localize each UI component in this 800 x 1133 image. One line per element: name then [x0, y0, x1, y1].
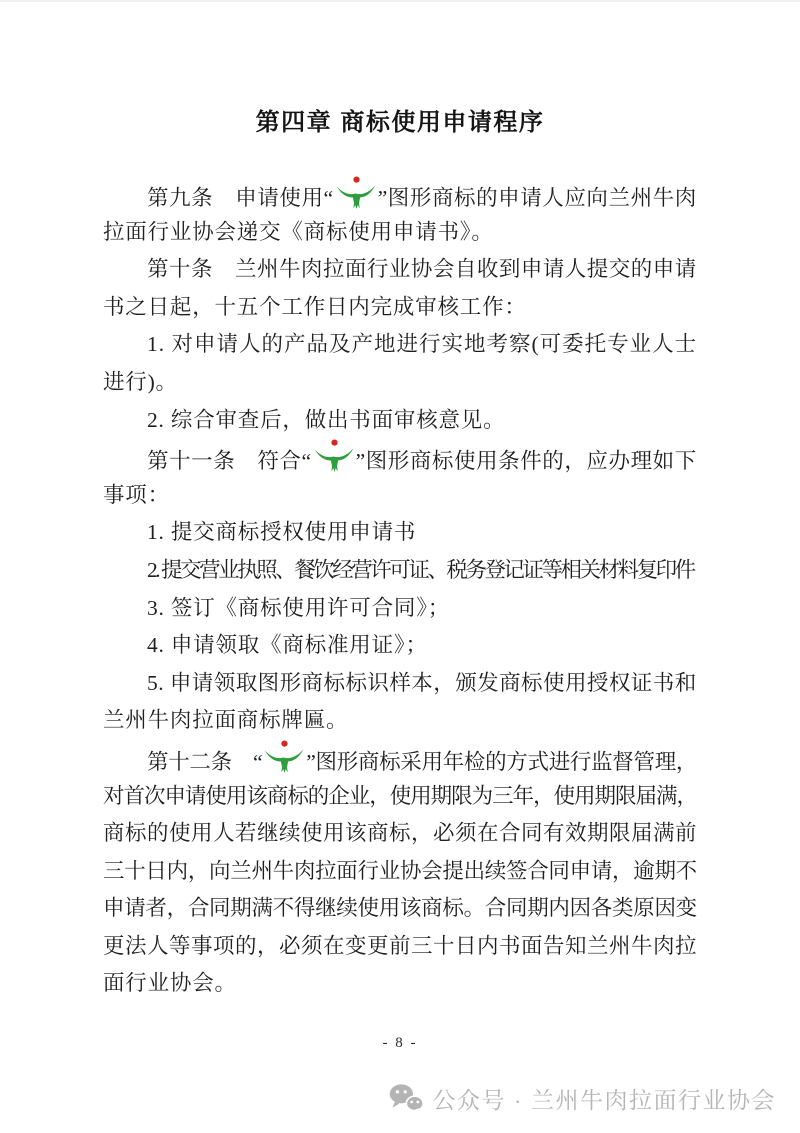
text-line: 第十条 兰州牛肉拉面行业协会自收到申请人提交的申请: [147, 257, 697, 282]
text-line: 面行业协会。: [103, 971, 237, 996]
paragraph: [103, 326, 697, 401]
text-line: 第十一条 符合“ ”图形商标使用条件的，应办理如下: [103, 439, 697, 477]
watermark: [389, 1081, 776, 1115]
paragraph: [103, 514, 697, 552]
chapter-title: 第四章 商标使用申请程序: [255, 109, 545, 136]
paragraph: [103, 665, 697, 740]
logo-head: [282, 740, 288, 746]
trademark-logo-icon: [314, 439, 354, 472]
paragraph: [103, 590, 697, 628]
paragraph: [103, 627, 697, 665]
logo-wings: [265, 749, 304, 761]
text-line: 2. 综合审查后，做出书面审核意见。: [147, 407, 506, 432]
text-line: 对首次申请使用该商标的企业，使用期限为三年，使用期限届满，: [103, 783, 697, 808]
logo-head: [331, 440, 337, 446]
logo-body: [352, 194, 361, 209]
paragraph: [103, 740, 697, 1003]
text-line: 事项：: [103, 482, 170, 507]
trademark-logo-icon: [264, 740, 304, 773]
logo-head: [353, 177, 359, 183]
text-line: 1. 对申请人的产品及产地进行实地考察(可委托专业人士: [147, 332, 698, 357]
text-line: 2. 提交营业执照、餐饮经营许可证、税务登记证等相关材料复印件: [147, 557, 694, 582]
text-line: 兰州牛肉拉面商标牌匾。: [103, 708, 349, 733]
paragraph: [103, 176, 697, 251]
text-line: 商标的使用人若继续使用该商标，必须在合同有效期限届满前: [103, 821, 698, 846]
page-number: - 8 -: [382, 1035, 418, 1051]
paragraph: [103, 251, 697, 326]
paragraph: [103, 552, 697, 590]
wechat-icon: [389, 1083, 424, 1114]
text-line: 第九条 申请使用“ ”图形商标的申请人应向兰州牛肉: [103, 176, 697, 214]
text-line: 第十二条 “ ”图形商标采用年检的方式进行监督管理，: [103, 740, 697, 778]
logo-body: [280, 758, 289, 773]
text-line: 三十日内，向兰州牛肉拉面行业协会提出续签合同申请，逾期不: [103, 858, 697, 883]
logo-body: [330, 457, 339, 472]
trademark-logo-icon: [336, 176, 376, 209]
text-line: 3. 签订《商标使用许可合同》；: [147, 595, 451, 620]
text-line: 书之日起，十五个工作日内完成审核工作：: [103, 294, 527, 319]
text-line: 1. 提交商标授权使用申请书: [147, 520, 417, 545]
text-line: 进行)。: [103, 369, 178, 394]
paragraph: [103, 402, 697, 440]
text-line: 更法人等事项的，必须在变更前三十日内书面告知兰州牛肉拉: [103, 933, 698, 958]
logo-wings: [336, 185, 375, 197]
logo-wings: [314, 448, 353, 460]
paragraph: [103, 439, 697, 514]
text-line: 5. 申请领取图形商标标识样本，颁发商标使用授权证书和: [147, 670, 697, 695]
text-line: 申请者，合同期满不得继续使用该商标。合同期内因各类原因变: [103, 896, 697, 921]
text-line: 拉面行业协会递交《商标使用申请书》。: [103, 219, 494, 244]
document-body: [103, 176, 697, 1003]
text-line: 4. 申请领取《商标准用证》；: [147, 633, 428, 658]
watermark-text: 公众号 · 兰州牛肉拉面行业协会: [432, 1086, 776, 1113]
